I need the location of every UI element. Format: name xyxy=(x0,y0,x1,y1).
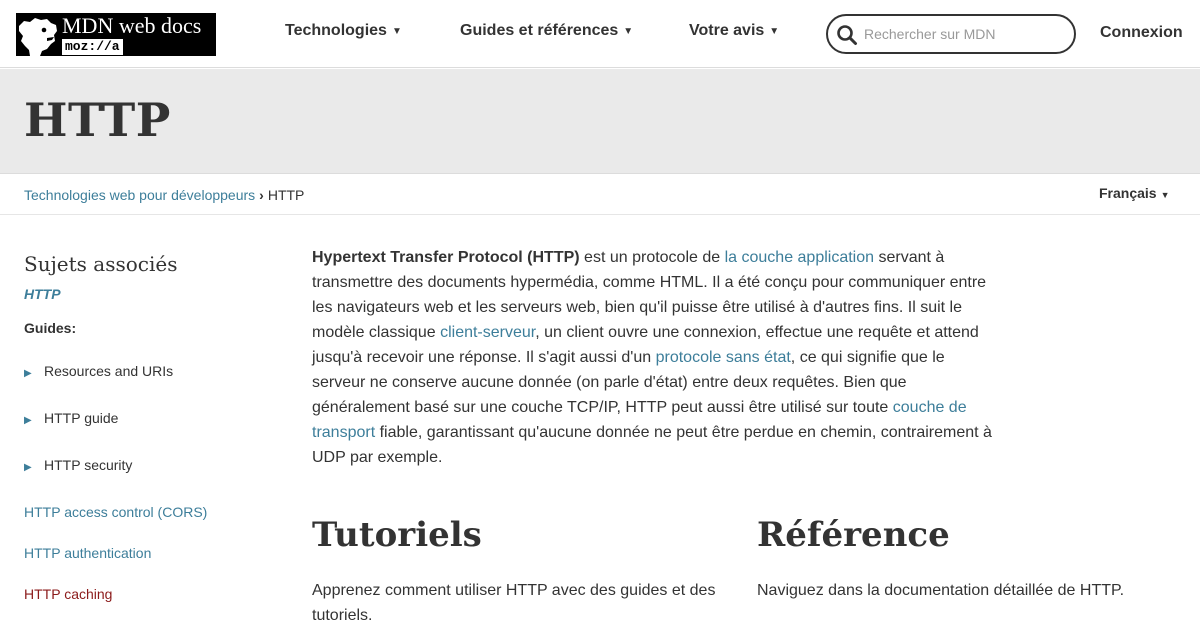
section-text-tutorials: Apprenez comment utiliser HTTP avec des guides et des tutoriels. xyxy=(312,582,716,624)
sidebar-current-link[interactable]: HTTP xyxy=(24,286,61,302)
breadcrumb-separator-icon: › xyxy=(259,187,264,203)
nav-feedback[interactable] xyxy=(689,22,779,40)
sidebar-heading: Sujets associés xyxy=(24,252,178,276)
link-application-layer[interactable]: la couche application xyxy=(724,249,875,266)
mozilla-wordmark: moz://a xyxy=(62,39,123,55)
intro-text: , ce qui signifie que le serveur ne conserve aucune donnée (on parle d'état) entre deux requêtes. Bien que généralement basé sur une couche TCP/IP, HTTP peut aussi être utilisé sur toute xyxy=(312,349,945,416)
link-client-server[interactable]: client-serveur xyxy=(440,324,536,341)
mdn-logo[interactable] xyxy=(16,13,216,56)
chevron-down-icon: ▼ xyxy=(769,26,780,37)
sidebar-guides-label: Guides: xyxy=(24,320,77,336)
chevron-down-icon: ▼ xyxy=(1160,190,1170,200)
logo-title: MDN web docs xyxy=(62,13,202,38)
top-header xyxy=(0,0,1200,68)
link-stateless-protocol[interactable]: protocole sans état xyxy=(655,349,791,366)
chevron-down-icon: ▼ xyxy=(391,26,402,37)
breadcrumb-current: HTTP xyxy=(267,187,305,203)
chevron-down-icon: ▼ xyxy=(623,26,634,37)
sidebar-item-resources-uris[interactable] xyxy=(24,363,173,379)
search-icon[interactable] xyxy=(836,24,858,46)
section-title-reference: Référence xyxy=(757,515,950,555)
sidebar-item-label: HTTP security xyxy=(44,457,133,473)
sidebar-link-authentication[interactable]: HTTP authentication xyxy=(24,545,152,561)
language-label: Français xyxy=(1099,185,1157,201)
expand-arrow-icon: ▶ xyxy=(24,462,32,473)
link-transport-layer[interactable]: couche de transport xyxy=(312,399,967,441)
dinosaur-head-icon xyxy=(16,13,60,56)
breadcrumb-parent-link[interactable]: Technologies web pour développeurs xyxy=(24,187,256,203)
section-title-tutorials: Tutoriels xyxy=(312,515,482,555)
intro-text: servant à transmettre des documents hypermédia, comme HTML. Il a été conçu pour communiquer entre les navigateurs web et les serveurs web, bien qu'il puisse être utilisé à d'autres fins. Il suit le modèle classique xyxy=(312,249,987,341)
intro-paragraph xyxy=(312,245,992,470)
sidebar-item-http-security[interactable] xyxy=(24,457,132,473)
intro-text: fiable, garantissant qu'aucune donnée ne peut être perdue en chemin, contrairement à UDP par exemple. xyxy=(312,424,992,466)
intro-term: Hypertext Transfer Protocol (HTTP) xyxy=(312,249,580,266)
nav-technologies-label: Technologies xyxy=(285,22,387,39)
article-body xyxy=(312,245,992,470)
language-selector[interactable] xyxy=(1099,185,1170,201)
breadcrumb-bar xyxy=(0,175,1200,215)
page-title: HTTP xyxy=(24,93,171,147)
nav-technologies[interactable] xyxy=(285,22,402,40)
sidebar-link-cors[interactable]: HTTP access control (CORS) xyxy=(24,504,208,520)
intro-text: est un protocole de xyxy=(579,249,725,266)
sidebar-item-label: Resources and URIs xyxy=(44,363,174,379)
sidebar xyxy=(24,250,284,602)
expand-arrow-icon: ▶ xyxy=(24,368,32,379)
nav-guides-label: Guides et références xyxy=(460,22,619,39)
nav-guides-references[interactable] xyxy=(460,22,633,40)
search-box[interactable] xyxy=(826,14,1076,54)
search-input[interactable] xyxy=(864,23,1064,45)
sidebar-item-http-guide[interactable] xyxy=(24,410,118,426)
section-text-reference: Naviguez dans la documentation détaillée de HTTP. xyxy=(757,582,1125,599)
sidebar-item-label: HTTP guide xyxy=(44,410,119,426)
sidebar-link-caching[interactable]: HTTP caching xyxy=(24,586,113,602)
expand-arrow-icon: ▶ xyxy=(24,415,32,426)
login-button[interactable]: Connexion xyxy=(1100,24,1183,41)
intro-text: , un client ouvre une connexion, effectue une requête et attend jusqu'à recevoir une réponse. Il s'agit aussi d'un xyxy=(312,324,979,366)
title-band xyxy=(0,69,1200,174)
breadcrumb xyxy=(24,187,304,203)
nav-feedback-label: Votre avis xyxy=(689,22,765,39)
